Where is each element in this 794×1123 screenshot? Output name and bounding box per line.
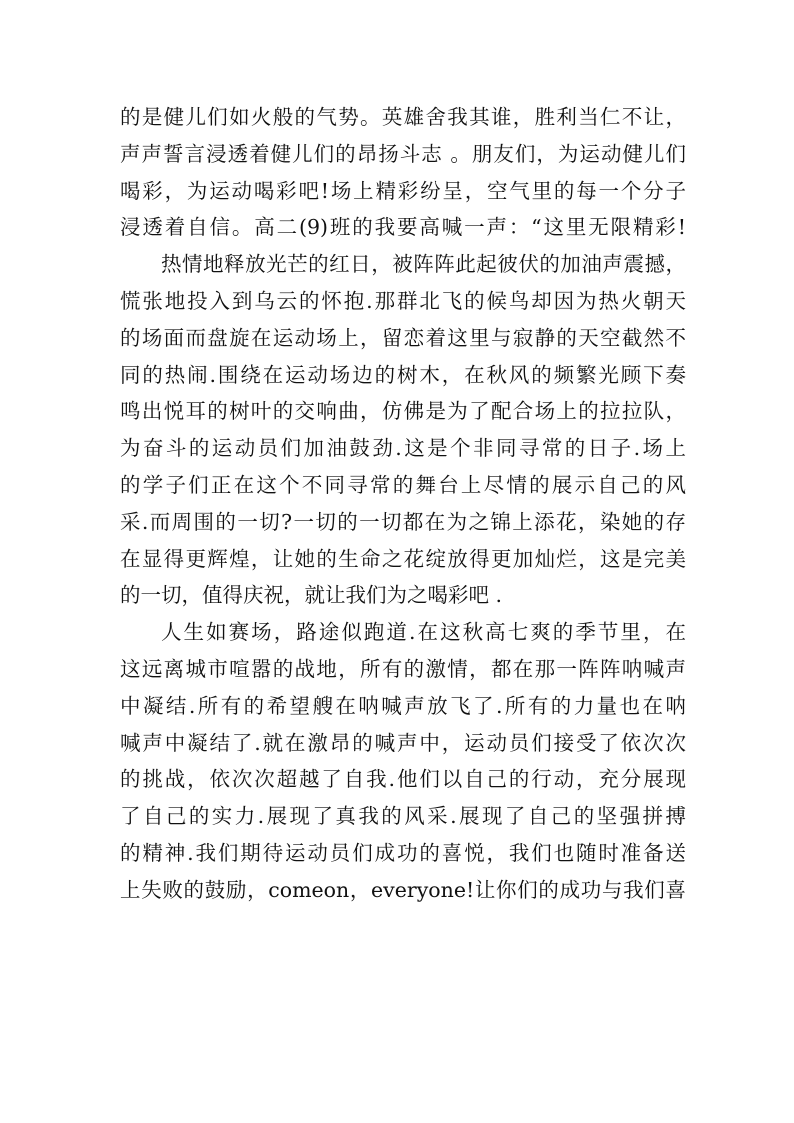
text-line: 喊声中凝结了.就在激昂的喊声中，运动员们接受了依次次 (120, 730, 686, 755)
text-line: 这远离城市喧嚣的战地，所有的激情，都在那一阵阵呐喊声 (120, 656, 686, 681)
text-line: 上失败的鼓励，comeon，everyone!让你们的成功与我们喜 (120, 877, 686, 902)
text-line: 的精神.我们期待运动员们成功的喜悦，我们也随时准备送 (120, 840, 686, 865)
text-line: 采.而周围的一切?一切的一切都在为之锦上添花，染她的存 (120, 509, 686, 534)
paragraph-last-line: 的一切，值得庆祝，就让我们为之喝彩吧 . (120, 583, 503, 608)
text-line: 为奋斗的运动员们加油鼓劲.这是个非同寻常的日子.场上 (120, 436, 686, 461)
body-text (120, 99, 686, 909)
text-line: 的学子们正在这个不同寻常的舞台上尽情的展示自己的风 (120, 472, 686, 497)
text-line: 中凝结.所有的希望艘在呐喊声放飞了.所有的力量也在呐 (120, 693, 686, 718)
text-line: 慌张地投入到乌云的怀抱.那群北飞的候鸟却因为热火朝天 (120, 288, 686, 313)
text-line: 了自己的实力.展现了真我的风采.展现了自己的坚强拼搏 (120, 804, 686, 829)
text-line: 声声誓言浸透着健儿们的昂扬斗志 。朋友们，为运动健儿们 (120, 141, 686, 166)
paragraph-first-line: 热情地释放光芒的红日，被阵阵此起彼伏的加油声震撼， (161, 252, 686, 277)
text-line: 同的热闹.围绕在运动场边的树木，在秋风的频繁光顾下奏 (120, 362, 686, 387)
text-line: 鸣出悦耳的树叶的交响曲，仿佛是为了配合场上的拉拉队， (120, 399, 686, 424)
text-line: 在显得更辉煌，让她的生命之花绽放得更加灿烂，这是完美 (120, 546, 686, 571)
text-line: 的是健儿们如火般的气势。英雄舍我其谁，胜利当仁不让， (120, 105, 686, 129)
paragraph-first-line: 人生如赛场，路途似跑道.在这秋高七爽的季节里，在 (161, 620, 686, 645)
text-line: 浸透着自信。高二(9)班的我要高喊一声：“这里无限精彩! (120, 215, 686, 240)
text-line: 的挑战，依次次超越了自我.他们以自己的行动，充分展现 (120, 767, 686, 792)
text-line: 喝彩，为运动喝彩吧!场上精彩纷呈，空气里的每一个分子 (120, 178, 686, 203)
text-line: 的场面而盘旋在运动场上，留恋着这里与寂静的天空截然不 (120, 325, 686, 350)
